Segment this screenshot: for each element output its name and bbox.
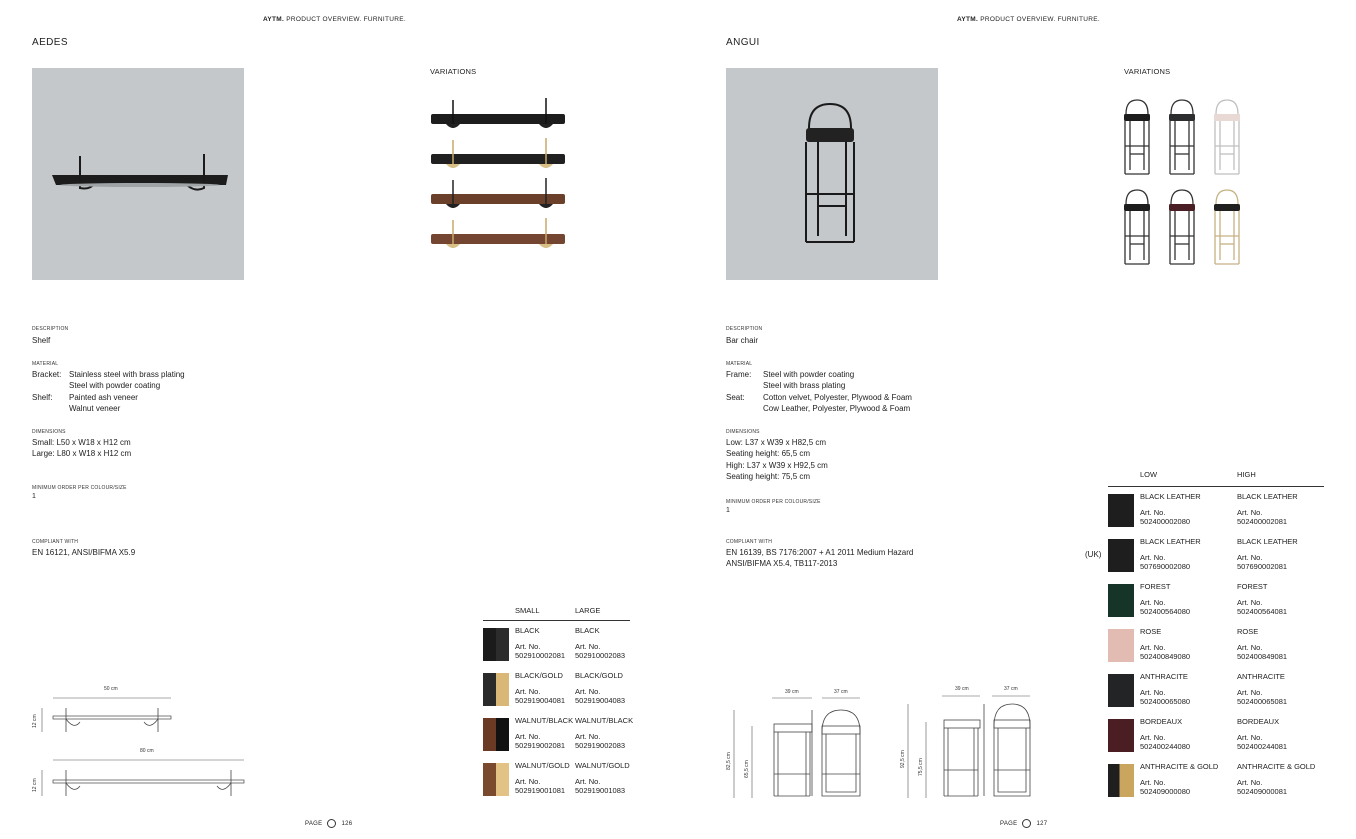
material-label: MATERIAL <box>726 361 753 367</box>
color-name: BLACK LEATHER <box>1237 537 1298 546</box>
table-row <box>483 756 630 801</box>
dimension-line: Seating height: 75,5 cm <box>726 471 811 481</box>
table-header <box>483 606 630 621</box>
product-title: ANGUI <box>726 37 760 48</box>
dimensions-label: DIMENSIONS <box>32 429 66 435</box>
color-name: BLACK <box>515 626 540 635</box>
shelf-illustration <box>32 68 244 280</box>
material-value: Cow Leather, Polyester, Plywood & Foam <box>763 403 911 413</box>
dim-small-width: 50 cm <box>104 686 118 692</box>
uk-label: (UK) <box>1085 550 1102 559</box>
art-number: 502919004081 <box>515 696 566 705</box>
page-number: 126 <box>341 820 353 827</box>
moq-label: MINIMUM ORDER PER COLOUR/SIZE <box>32 485 127 491</box>
art-no-label: Art. No. <box>1237 508 1263 517</box>
material-part <box>726 380 763 391</box>
art-no-label: Art. No. <box>1237 598 1263 607</box>
table-cell <box>515 671 565 705</box>
table-cell <box>575 671 625 705</box>
table-cell <box>1140 537 1201 571</box>
color-name: ANTHRACITE <box>1237 672 1285 681</box>
dimension-line: Large: L80 x W18 x H12 cm <box>32 449 132 459</box>
table-cell <box>1140 582 1190 616</box>
color-swatch <box>1108 494 1134 527</box>
shelf-variations-image <box>428 92 570 252</box>
color-name: BLACK LEATHER <box>1237 492 1298 501</box>
color-name: BLACK LEATHER <box>1140 537 1201 546</box>
right-page <box>678 0 1356 839</box>
dimension-line: Seating height: 65,5 cm <box>726 449 811 459</box>
art-number: 502400849080 <box>1140 652 1191 661</box>
art-number: 502910002081 <box>515 651 566 660</box>
color-name: ROSE <box>1140 627 1162 636</box>
table-cell <box>1237 537 1298 571</box>
material-part <box>32 380 69 391</box>
material-row <box>726 369 912 380</box>
material-part: Bracket: <box>32 370 62 379</box>
art-number: 507690002081 <box>1237 562 1288 571</box>
art-no-label: Art. No. <box>1140 553 1166 562</box>
page-label: PAGE <box>305 820 323 827</box>
table-cell <box>1140 627 1190 661</box>
material-value: Steel with powder coating <box>763 370 855 379</box>
shelf-technical-drawing <box>28 680 250 800</box>
art-number: 502409000080 <box>1140 787 1191 796</box>
art-number: 502400244080 <box>1140 742 1191 751</box>
dim-large-width: 80 cm <box>140 748 154 754</box>
page-label: PAGE <box>1000 820 1018 827</box>
header-text: PRODUCT OVERVIEW. FURNITURE. <box>978 16 1100 23</box>
table-row <box>1108 487 1324 532</box>
color-swatch <box>483 763 509 796</box>
color-swatch <box>1108 764 1134 797</box>
art-no-label: Art. No. <box>575 687 601 696</box>
product-hero-image <box>32 68 244 280</box>
col-large-header: LARGE <box>575 606 601 615</box>
art-number: 502919004083 <box>575 696 626 705</box>
aedes-variant-table <box>483 606 634 801</box>
description-label: DESCRIPTION <box>726 326 763 332</box>
material-label: MATERIAL <box>32 361 59 367</box>
material-part <box>726 403 763 414</box>
bar-chair-illustration <box>726 68 938 280</box>
dim-width-3: 39 cm <box>955 686 969 692</box>
material-row <box>726 403 912 414</box>
material-row <box>726 392 912 403</box>
table-cell <box>1237 762 1315 796</box>
compliant-label: COMPLIANT WITH <box>726 539 773 545</box>
dim-height-high: 92,5 cm <box>900 750 906 768</box>
color-name: BLACK/GOLD <box>575 671 623 680</box>
art-number: 502919001081 <box>515 786 566 795</box>
variations-label: VARIATIONS <box>430 67 477 76</box>
art-no-label: Art. No. <box>1237 733 1263 742</box>
table-row <box>483 621 630 666</box>
art-no-label: Art. No. <box>515 777 541 786</box>
art-number: 502400244081 <box>1237 742 1288 751</box>
color-swatch <box>1108 629 1134 662</box>
art-number: 502400564081 <box>1237 607 1288 616</box>
material-list <box>726 369 912 414</box>
table-cell <box>515 761 570 795</box>
art-number: 502400065080 <box>1140 697 1191 706</box>
material-value: Steel with powder coating <box>69 381 161 391</box>
table-cell <box>1237 582 1287 616</box>
description-label: DESCRIPTION <box>32 326 69 332</box>
art-number: 502400065081 <box>1237 697 1288 706</box>
color-swatch <box>1108 719 1134 752</box>
art-number: 502400564080 <box>1140 607 1191 616</box>
header-text: PRODUCT OVERVIEW. FURNITURE. <box>284 16 406 23</box>
table-row <box>1108 712 1324 757</box>
material-part: Frame: <box>726 370 752 379</box>
compliant-label: COMPLIANT WITH <box>32 539 79 545</box>
color-name: BLACK/GOLD <box>515 671 563 680</box>
compliant-text: EN 16121, ANSI/BIFMA X5.9 <box>32 548 136 557</box>
color-swatch <box>483 628 509 661</box>
dim-height-2: 12 cm <box>32 778 38 792</box>
dimension-line: Low: L37 x W39 x H82,5 cm <box>726 438 827 447</box>
art-no-label: Art. No. <box>1237 688 1263 697</box>
material-value: Painted ash veneer <box>69 392 138 402</box>
compliant-line: ANSI/BIFMA X5.4, TB117-2013 <box>726 559 838 569</box>
color-swatch <box>1108 674 1134 707</box>
table-cell <box>1237 627 1287 661</box>
color-swatch <box>483 718 509 751</box>
material-part: Seat: <box>726 392 745 402</box>
art-no-label: Art. No. <box>515 687 541 696</box>
art-no-label: Art. No. <box>575 732 601 741</box>
material-list <box>32 369 185 414</box>
table-header <box>1108 470 1324 487</box>
art-no-label: Art. No. <box>1140 508 1166 517</box>
product-hero-image <box>726 68 938 280</box>
col-small-header: SMALL <box>515 606 540 615</box>
color-name: FOREST <box>1140 582 1171 591</box>
dim-width-1: 39 cm <box>785 689 799 695</box>
page-footer <box>305 819 352 828</box>
table-cell <box>515 626 565 660</box>
description-text: Shelf <box>32 336 51 345</box>
brand-circle-icon <box>327 819 336 828</box>
table-cell <box>1140 492 1201 526</box>
material-part <box>32 403 69 414</box>
color-name: WALNUT/GOLD <box>575 761 630 770</box>
color-swatch <box>1108 539 1134 572</box>
art-no-label: Art. No. <box>515 732 541 741</box>
chair-technical-drawing <box>722 680 1042 804</box>
dim-width-2: 37 cm <box>834 689 848 695</box>
color-swatch <box>483 673 509 706</box>
dim-height-1: 12 cm <box>32 714 38 728</box>
art-no-label: Art. No. <box>1140 643 1166 652</box>
material-value: Walnut veneer <box>69 403 121 413</box>
brand-circle-icon <box>1022 819 1031 828</box>
material-row <box>32 369 185 380</box>
table-cell <box>575 761 630 795</box>
art-no-label: Art. No. <box>1140 778 1166 787</box>
art-number: 502919001083 <box>575 786 626 795</box>
col-low-header: LOW <box>1140 470 1158 479</box>
page-footer <box>1000 819 1047 828</box>
art-no-label: Art. No. <box>575 642 601 651</box>
moq-label: MINIMUM ORDER PER COLOUR/SIZE <box>726 499 821 505</box>
art-number: 502400849081 <box>1237 652 1288 661</box>
color-name: BORDEAUX <box>1140 717 1183 726</box>
art-number: 502919002081 <box>515 741 566 750</box>
moq-value: 1 <box>726 507 730 514</box>
page-header <box>263 16 406 23</box>
art-number: 502409000081 <box>1237 787 1288 796</box>
angui-variant-table <box>1108 470 1324 802</box>
table-row <box>1108 667 1324 712</box>
color-name: ANTHRACITE & GOLD <box>1140 762 1219 771</box>
art-number: 502400002081 <box>1237 517 1288 526</box>
table-cell <box>1140 717 1190 751</box>
variations-label: VARIATIONS <box>1124 67 1171 76</box>
art-no-label: Art. No. <box>1237 778 1263 787</box>
description-text: Bar chair <box>726 336 759 345</box>
compliant-line: EN 16139, BS 7176:2007 + A1 2011 Medium Hazard <box>726 548 914 557</box>
table-cell <box>1140 762 1218 796</box>
color-name: ANTHRACITE & GOLD <box>1237 762 1316 771</box>
dimensions-list <box>726 437 828 482</box>
moq-value: 1 <box>32 493 36 500</box>
art-number: 502919002083 <box>575 741 626 750</box>
dim-height-low: 82,5 cm <box>726 752 732 770</box>
product-title: AEDES <box>32 37 68 48</box>
table-cell <box>1140 672 1190 706</box>
col-high-header: HIGH <box>1237 470 1256 479</box>
color-name: WALNUT/BLACK <box>515 716 574 725</box>
color-name: BLACK LEATHER <box>1140 492 1201 501</box>
material-row <box>32 392 185 403</box>
dimensions-list <box>32 437 131 460</box>
art-no-label: Art. No. <box>1237 643 1263 652</box>
art-no-label: Art. No. <box>1140 598 1166 607</box>
art-no-label: Art. No. <box>1140 733 1166 742</box>
art-no-label: Art. No. <box>515 642 541 651</box>
material-value: Cotton velvet, Polyester, Plywood & Foam <box>763 392 912 402</box>
table-row <box>483 666 630 711</box>
dimension-line: High: L37 x W39 x H92,5 cm <box>726 460 828 470</box>
table-row <box>1108 757 1324 802</box>
material-row <box>726 380 912 391</box>
page-number: 127 <box>1036 820 1048 827</box>
color-name: BORDEAUX <box>1237 717 1280 726</box>
art-number: 507690002080 <box>1140 562 1191 571</box>
brand-name: AYTM. <box>957 16 979 23</box>
page-header <box>957 16 1100 23</box>
color-name: ANTHRACITE <box>1140 672 1188 681</box>
material-row <box>32 403 185 414</box>
table-cell <box>515 716 573 750</box>
material-value: Steel with brass plating <box>763 381 846 391</box>
color-name: FOREST <box>1237 582 1268 591</box>
art-no-label: Art. No. <box>1237 553 1263 562</box>
table-row <box>483 711 634 756</box>
material-part: Shelf: <box>32 392 53 402</box>
material-row <box>32 380 185 391</box>
dim-seat-low: 65,5 cm <box>744 760 750 778</box>
chair-variations-image <box>1122 96 1248 268</box>
table-cell <box>1237 492 1298 526</box>
art-no-label: Art. No. <box>1140 688 1166 697</box>
art-number: 502910002083 <box>575 651 626 660</box>
color-name: ROSE <box>1237 627 1259 636</box>
dimension-line: Small: L50 x W18 x H12 cm <box>32 438 131 447</box>
table-row <box>1108 532 1324 577</box>
color-swatch <box>1108 584 1134 617</box>
table-row <box>1108 577 1324 622</box>
art-no-label: Art. No. <box>575 777 601 786</box>
dimensions-label: DIMENSIONS <box>726 429 760 435</box>
dim-seat-high: 75,5 cm <box>918 758 924 776</box>
compliant-text <box>726 547 913 570</box>
dim-width-4: 37 cm <box>1004 686 1018 692</box>
table-row <box>1108 622 1324 667</box>
art-number: 502400002080 <box>1140 517 1191 526</box>
table-cell <box>575 716 633 750</box>
color-name: WALNUT/BLACK <box>575 716 634 725</box>
table-cell <box>1237 717 1287 751</box>
table-cell <box>1237 672 1287 706</box>
brand-name: AYTM. <box>263 16 285 23</box>
color-name: BLACK <box>575 626 600 635</box>
material-value: Stainless steel with brass plating <box>69 370 185 379</box>
table-cell <box>575 626 625 660</box>
color-name: WALNUT/GOLD <box>515 761 570 770</box>
